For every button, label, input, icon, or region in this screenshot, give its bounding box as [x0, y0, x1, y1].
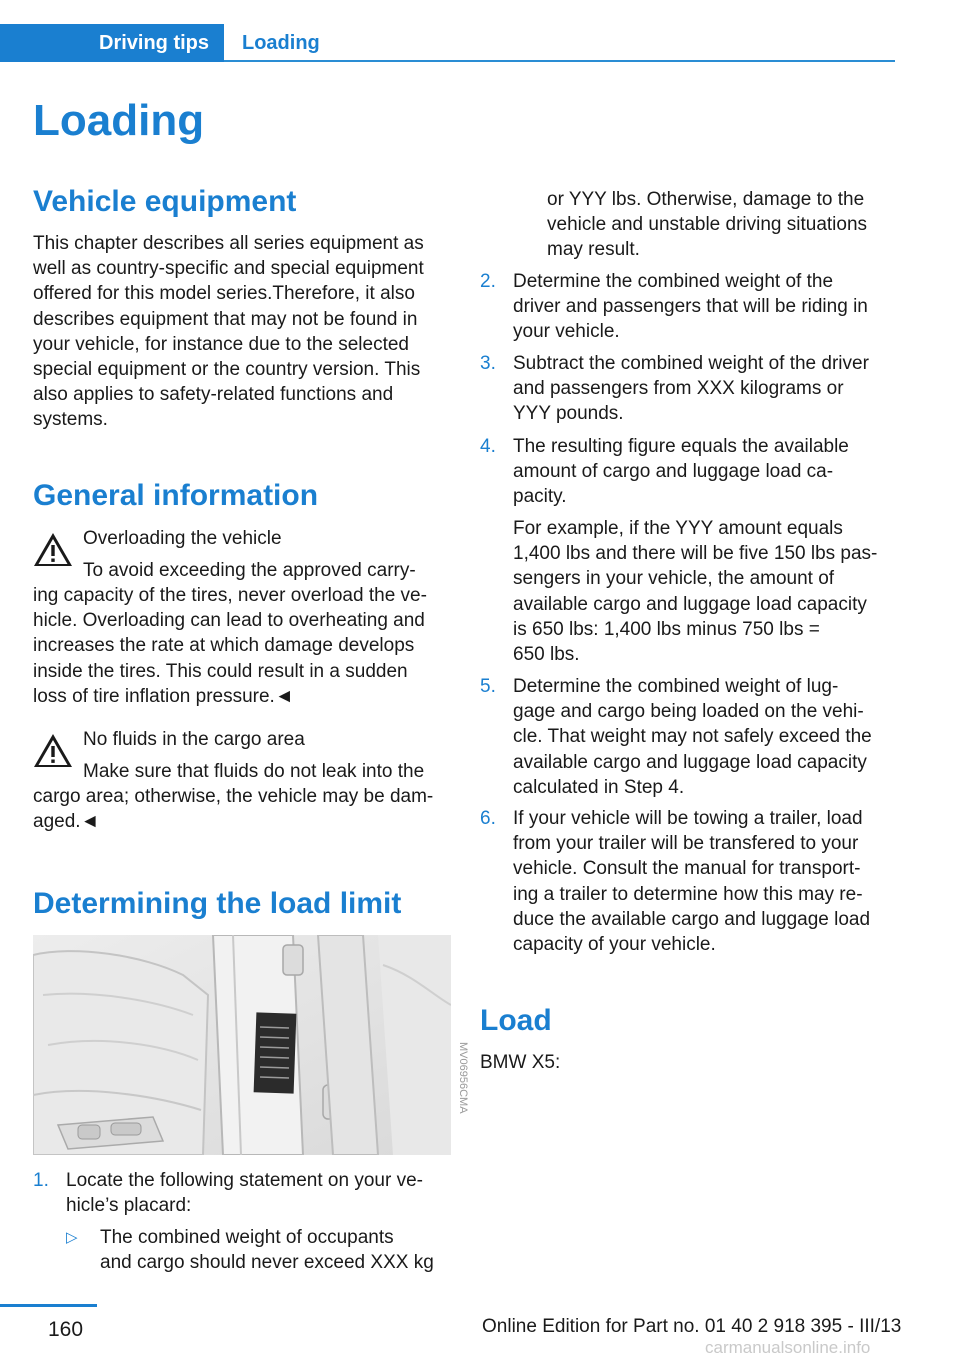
heading-load-limit: Determining the load limit — [33, 887, 402, 920]
page-number: 160 — [48, 1318, 84, 1341]
warning-overloading-title: Overloading the vehicle — [83, 528, 282, 549]
warning-triangle-icon — [32, 531, 74, 569]
warning-fluids-text: cargo area; otherwise, the vehicle may be dam- aged.◄ — [33, 786, 434, 833]
warning-fluids-title: No fluids in the cargo area — [83, 729, 305, 750]
warning-overloading-text: ing capacity of the tires, never overload the ve- hicle. Overloading can lead to overheating and increases the rate at which damage develops inside the tires. This could result in a sudden loss of tire inflation pressure.◄ — [33, 585, 427, 707]
image-code: MV06956CMA — [457, 1042, 469, 1114]
heading-load: Load — [480, 1004, 552, 1037]
load-text: BMW X5: — [480, 1052, 561, 1073]
heading-general-information: General information — [33, 479, 319, 512]
warning-triangle-icon — [32, 732, 74, 770]
warning-fluids-line-1: Make sure that fluids do not leak into the — [83, 761, 425, 782]
watermark: carmanualsonline.info — [705, 1338, 871, 1357]
edition-text: Online Edition for Part no. 01 40 2 918 395 - III/13 — [482, 1316, 902, 1337]
step-4-example: For example, if the YYY amount equals 1,400 lbs and there will be five 150 lbs pas- sengers in your vehicle, the amount of available cargo and luggage load capacity is 650 lbs: 1,400 lbs minus 750 lbs = 650 lbs. — [513, 518, 878, 666]
page-title: Loading — [33, 96, 205, 145]
tab-loading[interactable]: Loading — [242, 32, 320, 54]
warning-overloading-line-1: To avoid exceeding the approved carry- — [83, 560, 416, 581]
door-pillar-placard-image — [33, 935, 451, 1155]
bullet-continuation: or YYY lbs. Otherwise, damage to the vehicle and unstable driving situations may result. — [547, 189, 868, 261]
vehicle-equipment-text: This chapter describes all series equipment as well as country-specific and special equipment offered for this model series.Therefore, it also describes equipment that may not be found in your vehicle, for instance due to the selected special equipment or the country version. This also applies to safety-related functions and systems. — [33, 233, 424, 431]
header-bar — [0, 24, 895, 62]
footer-rule — [0, 1304, 97, 1307]
heading-vehicle-equipment: Vehicle equipment — [33, 185, 297, 218]
tab-driving-tips[interactable]: Driving tips — [0, 24, 224, 62]
